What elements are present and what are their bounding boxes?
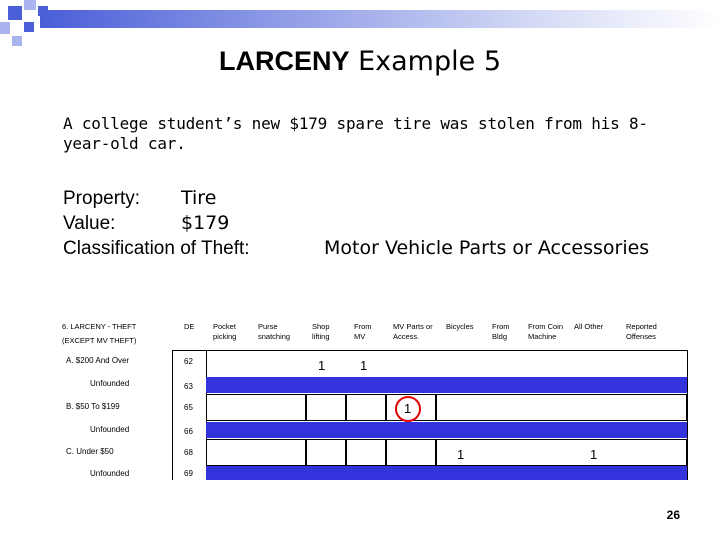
property-value: Tire — [181, 187, 217, 209]
entry-a-shoplifting: 1 — [318, 358, 326, 373]
col-shop-lifting: Shop lifting — [312, 322, 330, 341]
entry-cell[interactable] — [436, 394, 687, 421]
value-line — [63, 212, 115, 235]
entry-a-from-mv: 1 — [360, 358, 368, 373]
col-reported-offenses: Reported Offenses — [626, 322, 657, 341]
row-code-65: 65 — [184, 403, 193, 412]
entry-cell[interactable] — [306, 439, 346, 466]
row-code-66: 66 — [184, 427, 193, 436]
entry-c-all-other: 1 — [590, 447, 598, 462]
col-mv-parts: MV Parts or Access. — [393, 322, 433, 341]
entry-cell[interactable] — [436, 439, 687, 466]
corner-decoration — [24, 0, 36, 10]
entry-b-mv-parts: 1 — [404, 401, 412, 416]
classification-label: Classification of Theft: — [63, 238, 250, 259]
table-rule — [172, 350, 173, 480]
header-line-2: (EXCEPT MV THEFT) — [62, 336, 137, 345]
return-a-table — [62, 316, 687, 480]
row-code-63: 63 — [184, 382, 193, 391]
row-label-b-unfounded: Unfounded — [90, 425, 130, 434]
title-bold: LARCENY — [219, 46, 350, 76]
row-code-62: 62 — [184, 357, 193, 366]
entry-c-bicycles: 1 — [457, 447, 465, 462]
col-from-mv: From MV — [354, 322, 372, 341]
entry-cell[interactable] — [346, 439, 386, 466]
classification-line — [63, 237, 250, 260]
col-from-bldg: From Bldg — [492, 322, 510, 341]
entry-cell[interactable] — [386, 439, 436, 466]
unfounded-bar-69 — [206, 466, 687, 480]
table-header-code: DE — [184, 322, 195, 331]
table-rule — [687, 350, 688, 480]
corner-decoration — [8, 6, 22, 20]
classification-value: Motor Vehicle Parts or Accessories — [324, 237, 650, 259]
row-label-c: C. Under $50 — [66, 447, 114, 456]
entry-cell[interactable] — [306, 394, 346, 421]
col-purse-snatching: Purse snatching — [258, 322, 291, 341]
row-label-a: A. $200 And Over — [66, 356, 130, 365]
unfounded-bar-63 — [206, 377, 687, 393]
row-label-b: B. $50 To $199 — [66, 402, 120, 411]
row-code-69: 69 — [184, 469, 193, 478]
header-line-1: 6. LARCENY - THEFT — [62, 322, 137, 331]
col-from-coin-machine: From Coin Machine — [528, 322, 564, 341]
table-rule — [172, 350, 687, 351]
page-number: 26 — [666, 508, 680, 522]
entry-cell[interactable] — [206, 439, 306, 466]
property-label: Property: — [63, 188, 141, 209]
row-code-68: 68 — [184, 448, 193, 457]
corner-decoration — [12, 36, 22, 46]
col-bicycles: Bicycles — [446, 322, 474, 331]
property-line — [63, 187, 140, 210]
table-header-category — [62, 322, 172, 346]
row-label-a-unfounded: Unfounded — [90, 379, 130, 388]
value-label: Value: — [63, 213, 116, 234]
slide-title — [0, 46, 720, 77]
header-band — [40, 10, 720, 28]
corner-decoration — [0, 22, 10, 34]
title-rest: Example 5 — [349, 46, 501, 77]
row-label-c-unfounded: Unfounded — [90, 469, 130, 478]
entry-cell[interactable] — [346, 394, 386, 421]
col-all-other: All Other — [574, 322, 604, 331]
value-value: $179 — [181, 212, 230, 234]
corner-decoration — [24, 22, 34, 32]
entry-cell[interactable] — [206, 394, 306, 421]
col-pocket-picking: Pocket picking — [213, 322, 237, 341]
scenario-text: A college student’s new $179 spare tire was stolen from his 8-year-old car. — [63, 114, 648, 153]
unfounded-bar-66 — [206, 422, 687, 438]
